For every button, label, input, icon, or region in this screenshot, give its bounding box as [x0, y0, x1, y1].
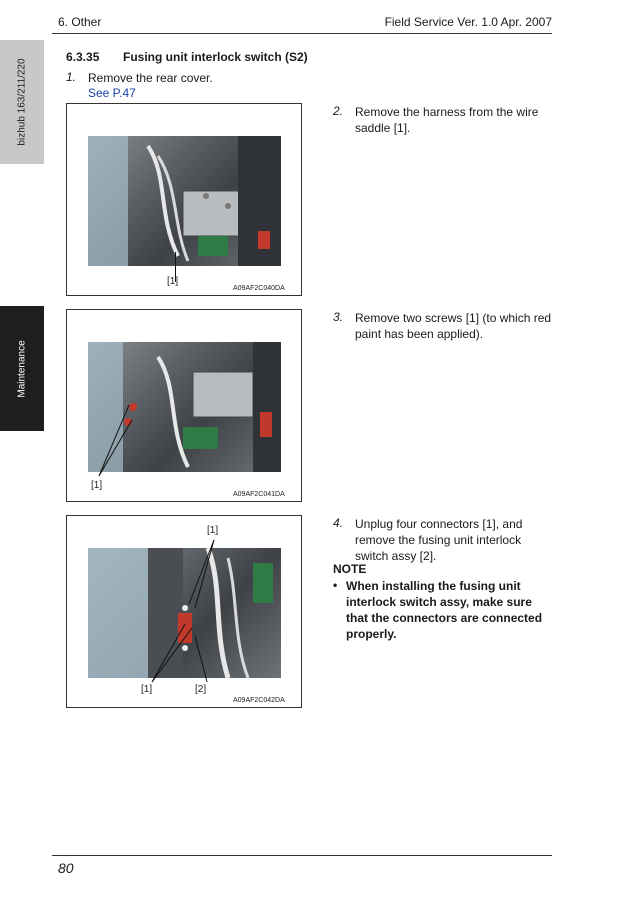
step-2-line-2: saddle [1]. — [355, 121, 411, 135]
step-4-line-2: remove the fusing unit interlock — [355, 533, 522, 547]
figure-3-callout-1-bottom: [1] — [141, 684, 153, 695]
figure-3-leader-lines — [67, 516, 303, 709]
note-line-2: interlock switch assy, make sure — [346, 595, 532, 609]
side-tab-model — [0, 40, 44, 164]
step-2-number: 2. — [333, 104, 344, 118]
header-rule — [52, 33, 552, 34]
note-line-4: properly. — [346, 627, 397, 641]
see-page-link[interactable]: See P.47 — [88, 86, 136, 100]
step-3-line-2: paint has been applied). — [355, 327, 484, 341]
figure-1 — [66, 103, 302, 296]
step-2-line-1: Remove the harness from the wire — [355, 105, 539, 119]
figure-2-leader-lines — [67, 310, 303, 503]
figure-2 — [66, 309, 302, 502]
side-tab-maintenance-label: Maintenance — [16, 339, 28, 398]
figure-3-caption: A09AF2C042DA — [233, 697, 285, 704]
figure-2-callout-1: [1] — [91, 480, 103, 491]
step-3-number: 3. — [333, 310, 344, 324]
figure-2-caption: A09AF2C041DA — [233, 491, 285, 498]
header-version: Field Service Ver. 1.0 Apr. 2007 — [384, 15, 552, 29]
figure-1-callout-1: [1] — [167, 276, 179, 287]
step-3-line-1: Remove two screws [1] (to which red — [355, 311, 552, 325]
page-number: 80 — [58, 860, 74, 876]
note-title: NOTE — [333, 562, 367, 576]
side-tab-model-label: bizhub 163/211/220 — [16, 58, 28, 146]
figure-3-callout-2: [2] — [195, 684, 207, 695]
figure-3 — [66, 515, 302, 708]
header-section: 6. Other — [58, 15, 102, 29]
step-1-text: Remove the rear cover. — [88, 71, 213, 85]
note-line-3: that the connectors are connected — [346, 611, 543, 625]
figure-1-illustration — [88, 136, 281, 266]
figure-1-caption: A09AF2C040DA — [233, 285, 285, 292]
note-bullet: • — [333, 578, 338, 592]
footer-rule — [52, 855, 552, 856]
figure-1-photo — [88, 136, 281, 266]
note-line-1: When installing the fusing unit — [346, 579, 521, 593]
step-4-number: 4. — [333, 516, 344, 530]
section-title: Fusing unit interlock switch (S2) — [123, 50, 308, 64]
step-4-line-3: switch assy [2]. — [355, 549, 437, 563]
step-1-number: 1. — [66, 70, 77, 84]
section-number: 6.3.35 — [66, 50, 100, 64]
step-4-line-1: Unplug four connectors [1], and — [355, 517, 523, 531]
figure-3-callout-1-top: [1] — [207, 525, 219, 536]
side-tab-maintenance — [0, 306, 44, 431]
